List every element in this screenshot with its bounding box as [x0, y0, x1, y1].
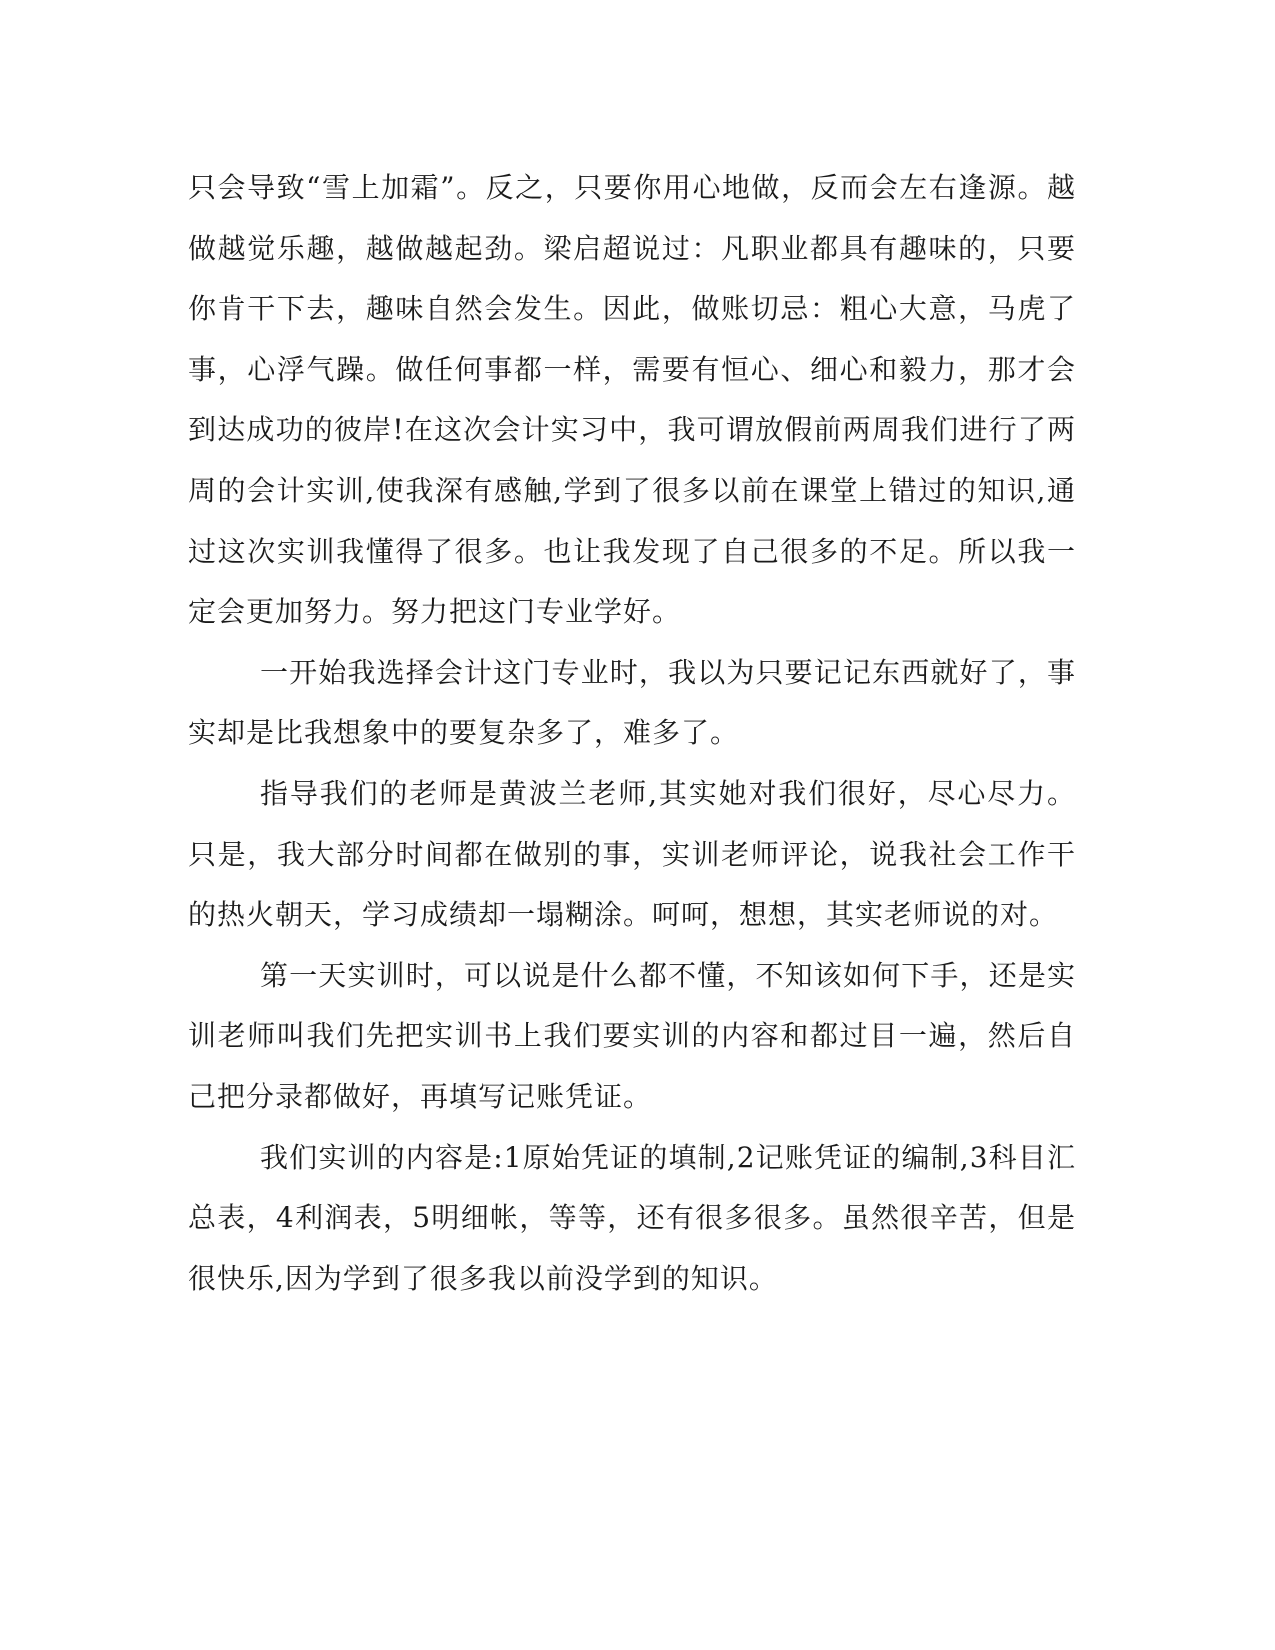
paragraph-first-day: 第一天实训时，可以说是什么都不懂，不知该如何下手，还是实训老师叫我们先把实训书上我们要实训的内容和都过目一遍，然后自己把分录都做好，再填写记账凭证。 [188, 958, 1076, 1113]
paragraph-training-content: 我们实训的内容是:1原始凭证的填制,2记账凭证的编制,3科目汇总表，4利润表，5明细帐，等等，还有很多很多。虽然很辛苦，但是很快乐,因为学到了很多我以前没学到的知识。 [188, 1140, 1076, 1295]
paragraph-teacher: 指导我们的老师是黄波兰老师,其实她对我们很好，尽心尽力。只是，我大部分时间都在做别的事，实训老师评论，说我社会工作干的热火朝天，学习成绩却一塌糊涂。呵呵，想想，其实老师说的对。 [188, 776, 1076, 932]
paragraph-continued: 只会导致“雪上加霜”。反之，只要你用心地做，反而会左右逢源。越做越觉乐趣，越做越起劲。梁启超说过：凡职业都具有趣味的，只要你肯干下去，趣味自然会发生。因此，做账切忌：粗心大意，马虎了事，心浮气躁。做任何事都一样，需要有恒心、细心和毅力，那才会到达成功的彼岸!在这次会计实习中，我可谓放假前两周我们进行了两周的会计实训,使我深有感触,学到了很多以前在课堂上错过的知识,通过这次实训我懂得了很多。也让我发现了自己很多的不足。所以我一定会更加努力。努力把这门专业学好。 [188, 171, 1076, 629]
document-body [188, 158, 1076, 1309]
paragraph-choosing-major: 一开始我选择会计这门专业时，我以为只要记记东西就好了，事实却是比我想象中的要复杂多了，难多了。 [188, 655, 1076, 750]
